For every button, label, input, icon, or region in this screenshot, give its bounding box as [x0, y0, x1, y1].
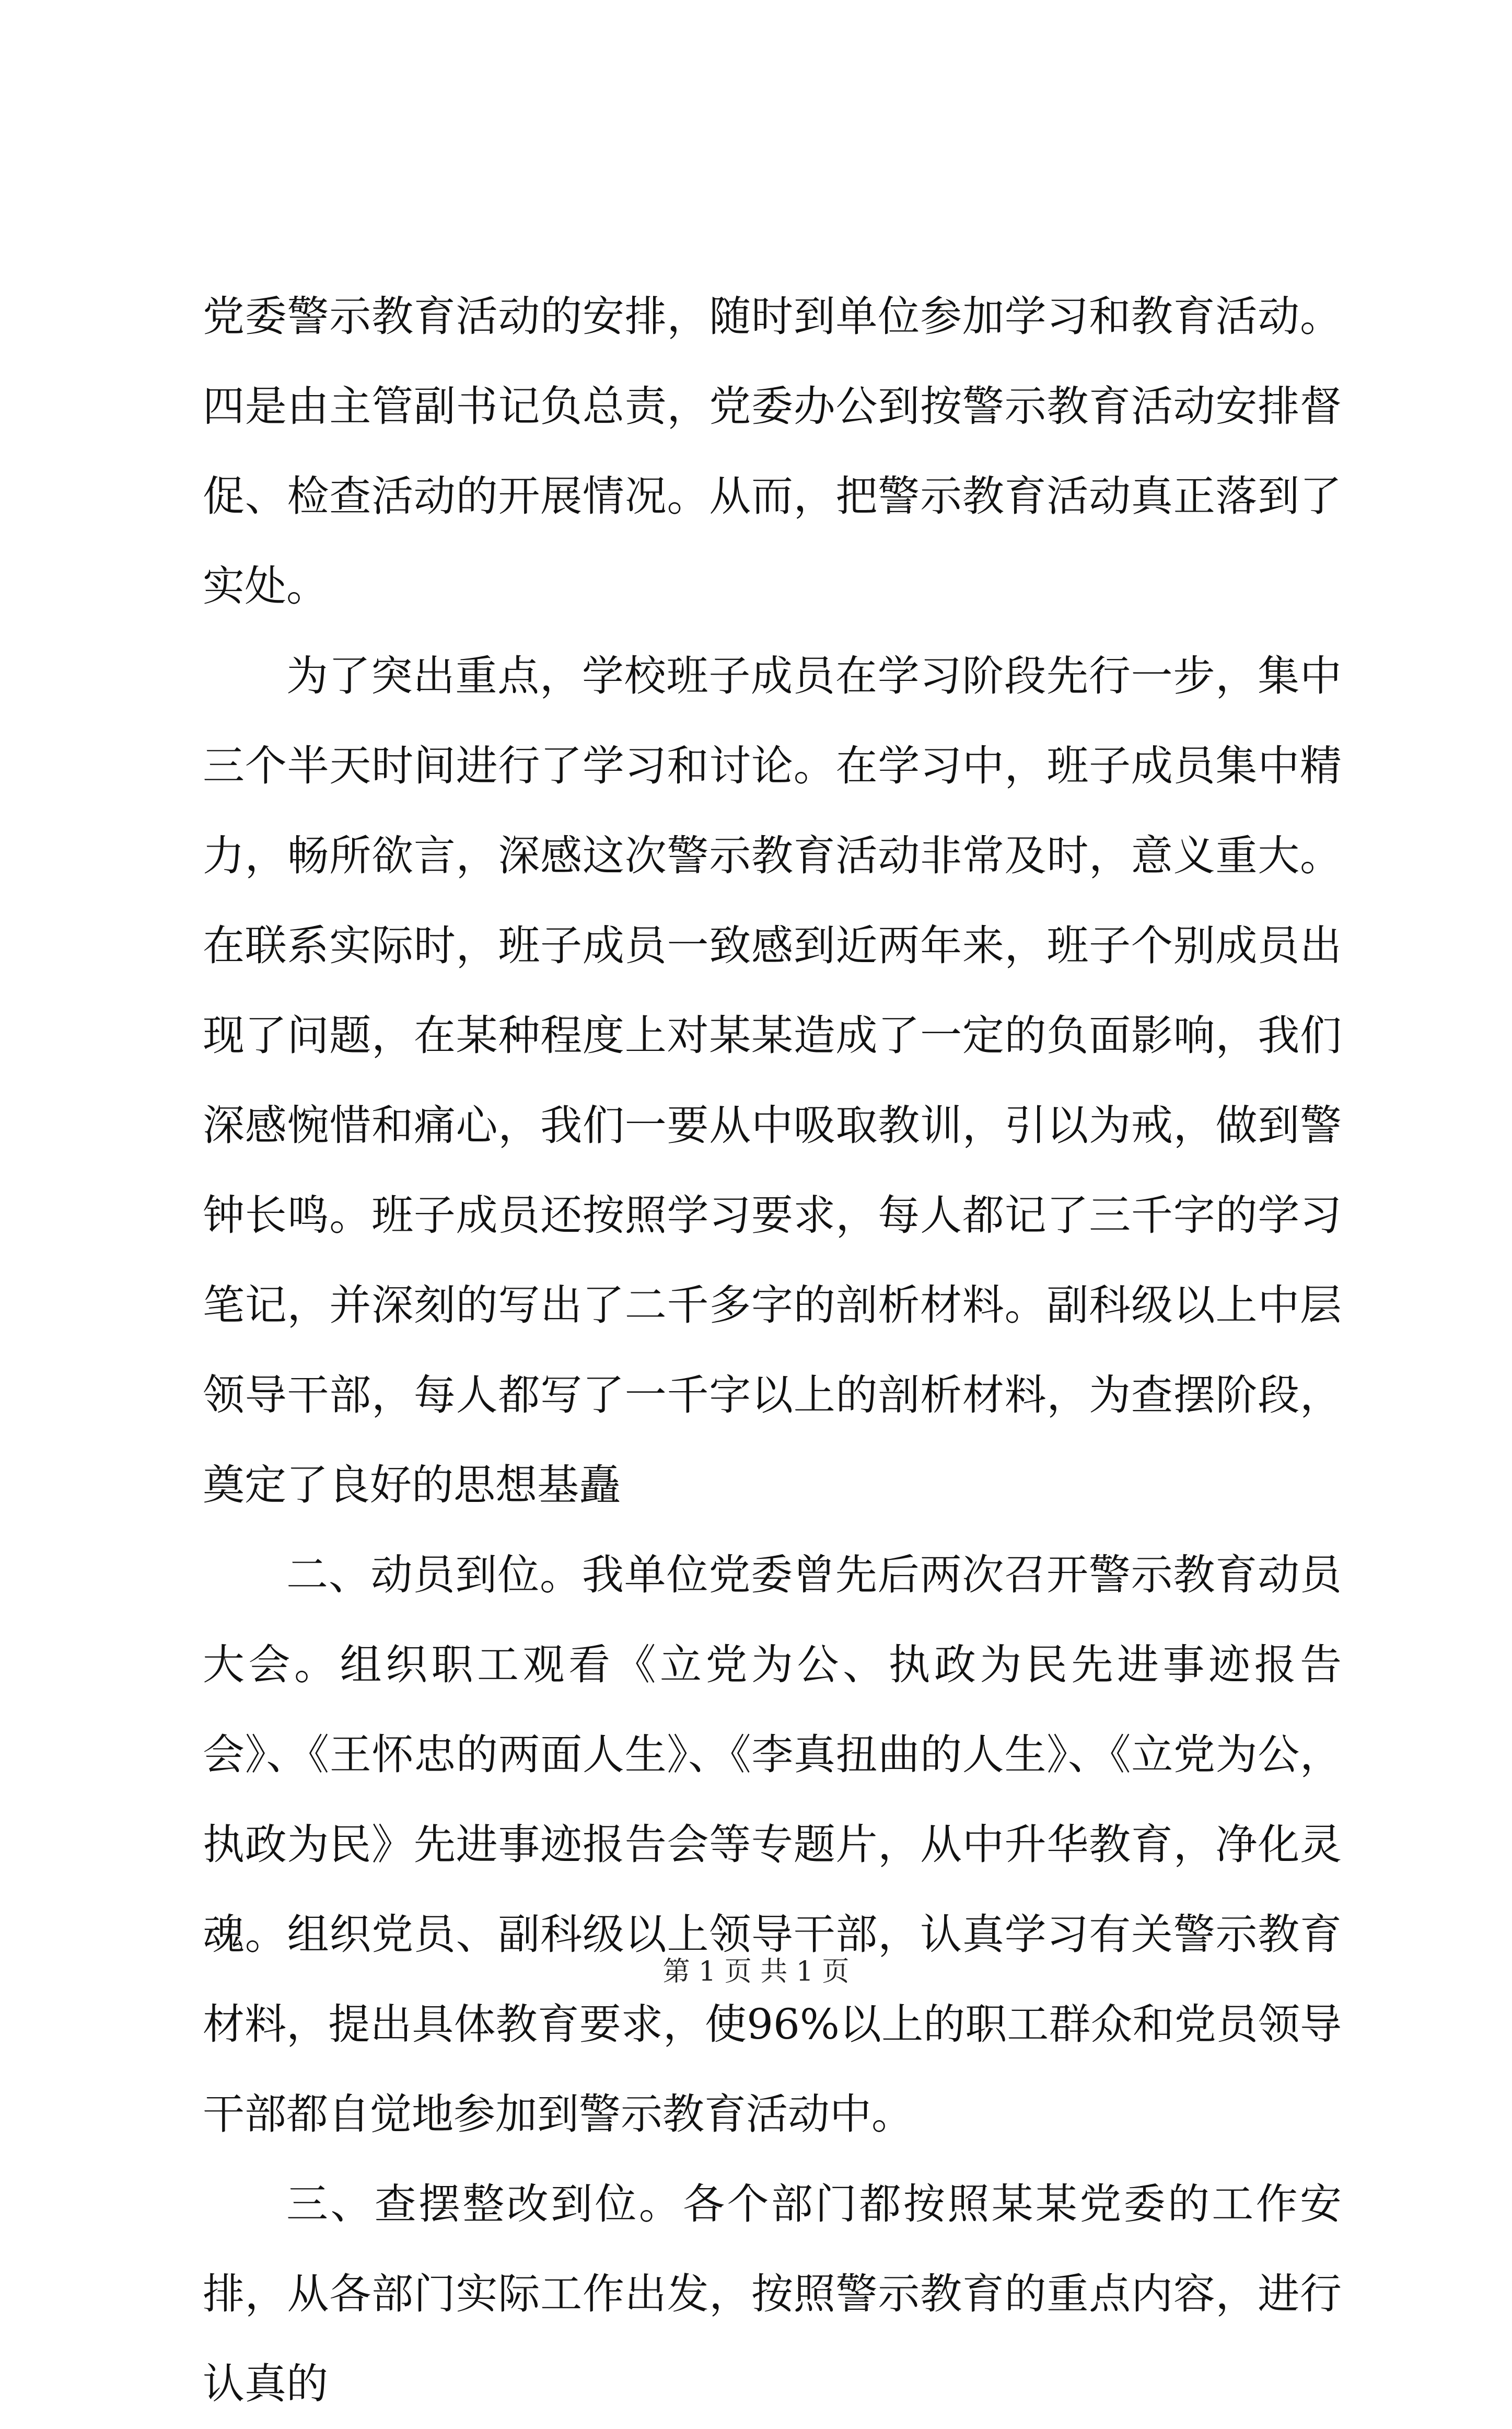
paragraph-2: 为了突出重点，学校班子成员在学习阶段先行一步，集中三个半天时间进行了学习和讨论。在学习中，班子成员集中精力，畅所欲言，深感这次警示教育活动非常及时，意义重大。在联系实际时，班子成员一致感到近两年来，班子个别成员出现了问题，在某种程度上对某某造成了一定的负面影响，我们深感惋惜和痛心，我们一要从中吸取教训，引以为戒，做到警钟长鸣。班子成员还按照学习要求，每人都记了三千字的学习笔记，并深刻的写出了二千多字的剖析材料。副科级以上中层领导干部，每人都写了一千字以上的剖析材料，为查摆阶段，奠定了良好的思想基矗	[203, 652, 1342, 1509]
paragraph-4: 三、查摆整改到位。各个部门都按照某某党委的工作安排，从各部门实际工作出发，按照警示教育的重点内容，进行认真的	[203, 2180, 1342, 2408]
paragraph-1: 党委警示教育活动的安排，随时到单位参加学习和教育活动。四是由主管副书记负总责，党委办公到按警示教育活动安排督促、检查活动的开展情况。从而，把警示教育活动真正落到了实处。	[203, 292, 1342, 610]
document-body	[203, 272, 1342, 2429]
paragraph-3: 二、动员到位。我单位党委曾先后两次召开警示教育动员大会。组织职工观看《立党为公、执政为民先进事迹报告会》、《王怀忠的两面人生》、《李真扭曲的人生》、《立党为公，执政为民》先进事迹报告会等专题片，从中升华教育，净化灵魂。组织党员、副科级以上领导干部，认真学习有关警示教育材料，提出具体教育要求，使96%以上的职工群众和党员领导干部都自觉地参加到警示教育活动中。	[203, 1551, 1342, 2138]
page-footer: 第 1 页 共 1 页	[662, 1956, 850, 1987]
